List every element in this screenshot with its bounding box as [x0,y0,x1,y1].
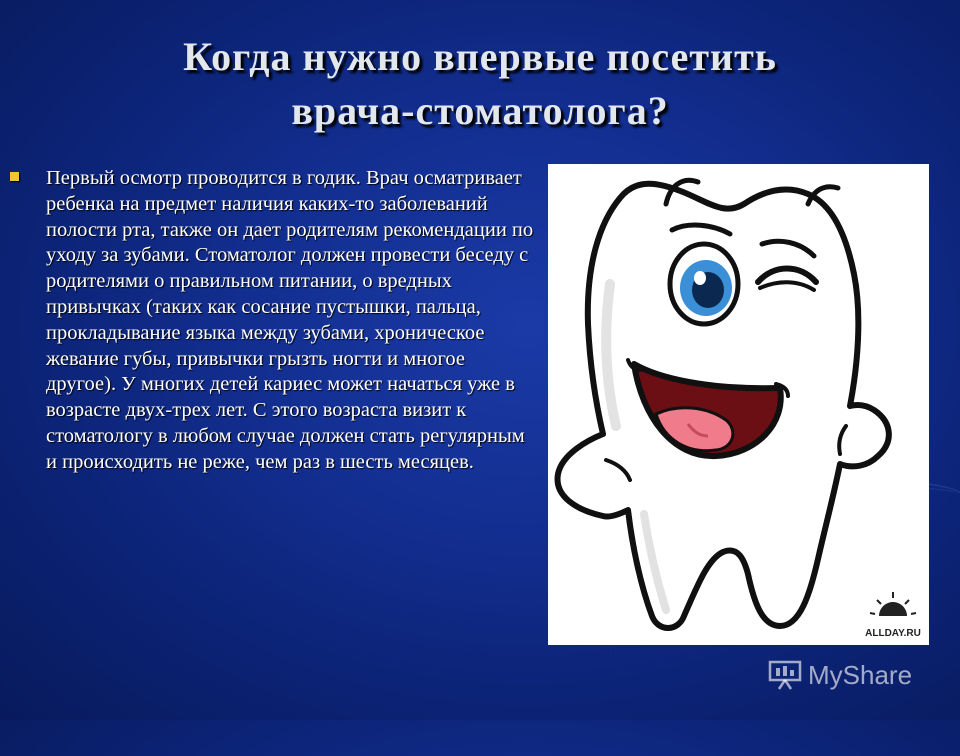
bullet-item [10,166,538,476]
presentation-icon [768,660,802,690]
slide-title [40,30,920,138]
cartoon-tooth-icon [548,164,929,645]
bullet-text: Первый осмотр проводится в годик. Врач осматривает ребенка на предмет наличия каких-то заболеваний полости рта, также он дает родителям рекомендации по уходу за зубами. Стоматолог должен провести беседу с родителями о правильном питании, о вредных привычках (таких как сосание пустышки, пальца, прокладывание языка между зубами, хроническое жевание губы, привычки грызть ногти и многое другое). У многих детей кариес может начаться уже в возрасте двух-трех лет. С этого возраста визит к стоматологу в любом случае должен стать регулярным и происходить не реже, чем раз в шесть месяцев. [46,167,534,473]
watermark [768,655,912,695]
tooth-illustration [548,164,929,645]
bullet-square-icon [10,172,19,181]
watermark-text: MyShare [808,659,913,690]
title-line-1: Когда нужно впервые посетить [183,34,777,79]
illustration-credit: ALLDAY.RU [865,628,921,639]
title-line-2: врача-стоматолога? [291,88,669,133]
